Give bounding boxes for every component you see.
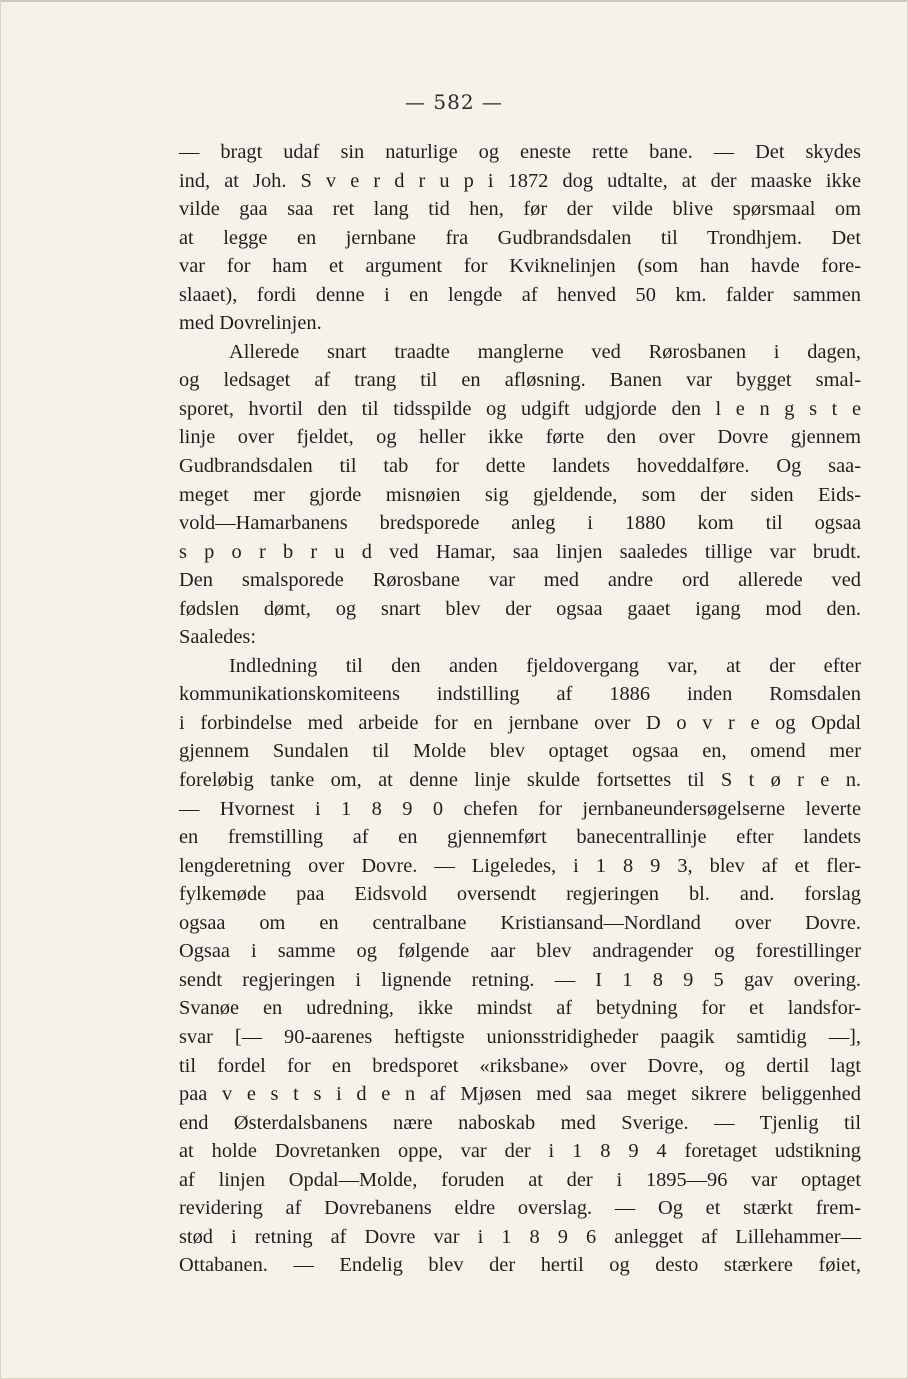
text-line: Indledning til den anden fjeldovergang var, at der efter [229, 654, 861, 677]
text-line: foreløbig tanke om, at denne linje skulde fortsettes til S t ø r e n. [179, 769, 861, 792]
text-line: vold—Hamarbanens bredsporede anleg i 1880 kom til ogsaa [179, 512, 861, 535]
text-line: og ledsaget af trang til en afløsning. Banen var bygget smal- [179, 369, 861, 392]
text-line: fødslen dømt, og snart blev der ogsaa gaaet igang mod den. [179, 597, 861, 620]
text-line: til fordel for en bredsporet «riksbane» over Dovre, og dertil lagt [179, 1054, 861, 1077]
text-line: en fremstilling af en gjennemført banecentrallinje efter landets [179, 826, 861, 849]
text-line: paa v e s t s i d e n af Mjøsen med saa meget sikrere beliggenhed [179, 1083, 861, 1106]
text-line: at holde Dovretanken oppe, var der i 1 8 9 4 foretaget udstikning [179, 1140, 861, 1163]
text-line: var for ham et argument for Kviknelinjen (som han havde fore- [179, 255, 861, 278]
text-line: meget mer gjorde misnøien sig gjeldende, som der siden Eids- [179, 483, 861, 506]
text-line: Saaledes: [179, 626, 257, 649]
text-line: slaaet), fordi denne i en lengde af henved 50 km. falder sammen [179, 283, 861, 306]
text-line: — Hvornest i 1 8 9 0 chefen for jernbaneundersøgelserne leverte [179, 797, 861, 820]
text-line: s p o r b r u d ved Hamar, saa linjen saaledes tillige var brudt. [179, 540, 861, 563]
page-number: — 582 — [405, 90, 503, 114]
text-line: svar [— 90-aarenes heftigste unionsstridigheder paagik samtidig —], [179, 1025, 861, 1048]
text-line: af linjen Opdal—Molde, foruden at der i 1895—96 var optaget [179, 1168, 861, 1191]
text-line: ind, at Joh. S v e r d r u p i 1872 dog udtalte, at der maaske ikke [179, 169, 861, 192]
text-line: linje over fjeldet, og heller ikke førte den over Dovre gjennem [179, 426, 861, 449]
text-line: gjennem Sundalen til Molde blev optaget ogsaa en, omend mer [179, 740, 861, 763]
text-line: sendt regjeringen i lignende retning. — I 1 8 9 5 gav overing. [179, 968, 861, 991]
text-line: at legge en jernbane fra Gudbrandsdalen til Trondhjem. Det [179, 226, 861, 249]
text-line: stød i retning af Dovre var i 1 8 9 6 anlegget af Lillehammer— [179, 1225, 861, 1248]
body-text [179, 138, 861, 1280]
text-line: Den smalsporede Rørosbane var med andre ord allerede ved [179, 569, 861, 592]
text-line: Ottabanen. — Endelig blev der hertil og desto stærkere føiet, [179, 1254, 861, 1277]
text-line: — bragt udaf sin naturlige og eneste rette bane. — Det skydes [179, 141, 861, 163]
text-line: Allerede snart traadte manglerne ved Rørosbanen i dagen, [229, 340, 861, 363]
text-line: Svanøe en udredning, ikke mindst af betydning for et landsfor- [179, 997, 861, 1020]
text-line: kommunikationskomiteens indstilling af 1886 inden Romsdalen [179, 683, 861, 706]
text-line: Gudbrandsdalen til tab for dette landets hoveddalføre. Og saa- [179, 455, 861, 478]
text-line: end Østerdalsbanens nære naboskab med Sverige. — Tjenlig til [179, 1111, 861, 1134]
text-line: vilde gaa saa ret lang tid hen, før der vilde blive spørsmaal om [179, 198, 861, 221]
text-line: revidering af Dovrebanens eldre overslag. — Og et stærkt frem- [179, 1197, 861, 1220]
text-line: sporet, hvortil den til tidsspilde og udgift udgjorde den l e n g s t e [179, 397, 861, 420]
text-line: ogsaa om en centralbane Kristiansand—Nordland over Dovre. [179, 911, 861, 934]
text-line: med Dovrelinjen. [179, 312, 322, 335]
text-line: i forbindelse med arbeide for en jernbane over D o v r e og Opdal [179, 711, 861, 734]
text-line: lengderetning over Dovre. — Ligeledes, i 1 8 9 3, blev af et fler- [179, 854, 861, 877]
text-line: fylkemøde paa Eidsvold oversendt regjeringen bl. and. forslag [179, 883, 861, 906]
text-line: Ogsaa i samme og følgende aar blev andragender og forestillinger [179, 940, 861, 963]
